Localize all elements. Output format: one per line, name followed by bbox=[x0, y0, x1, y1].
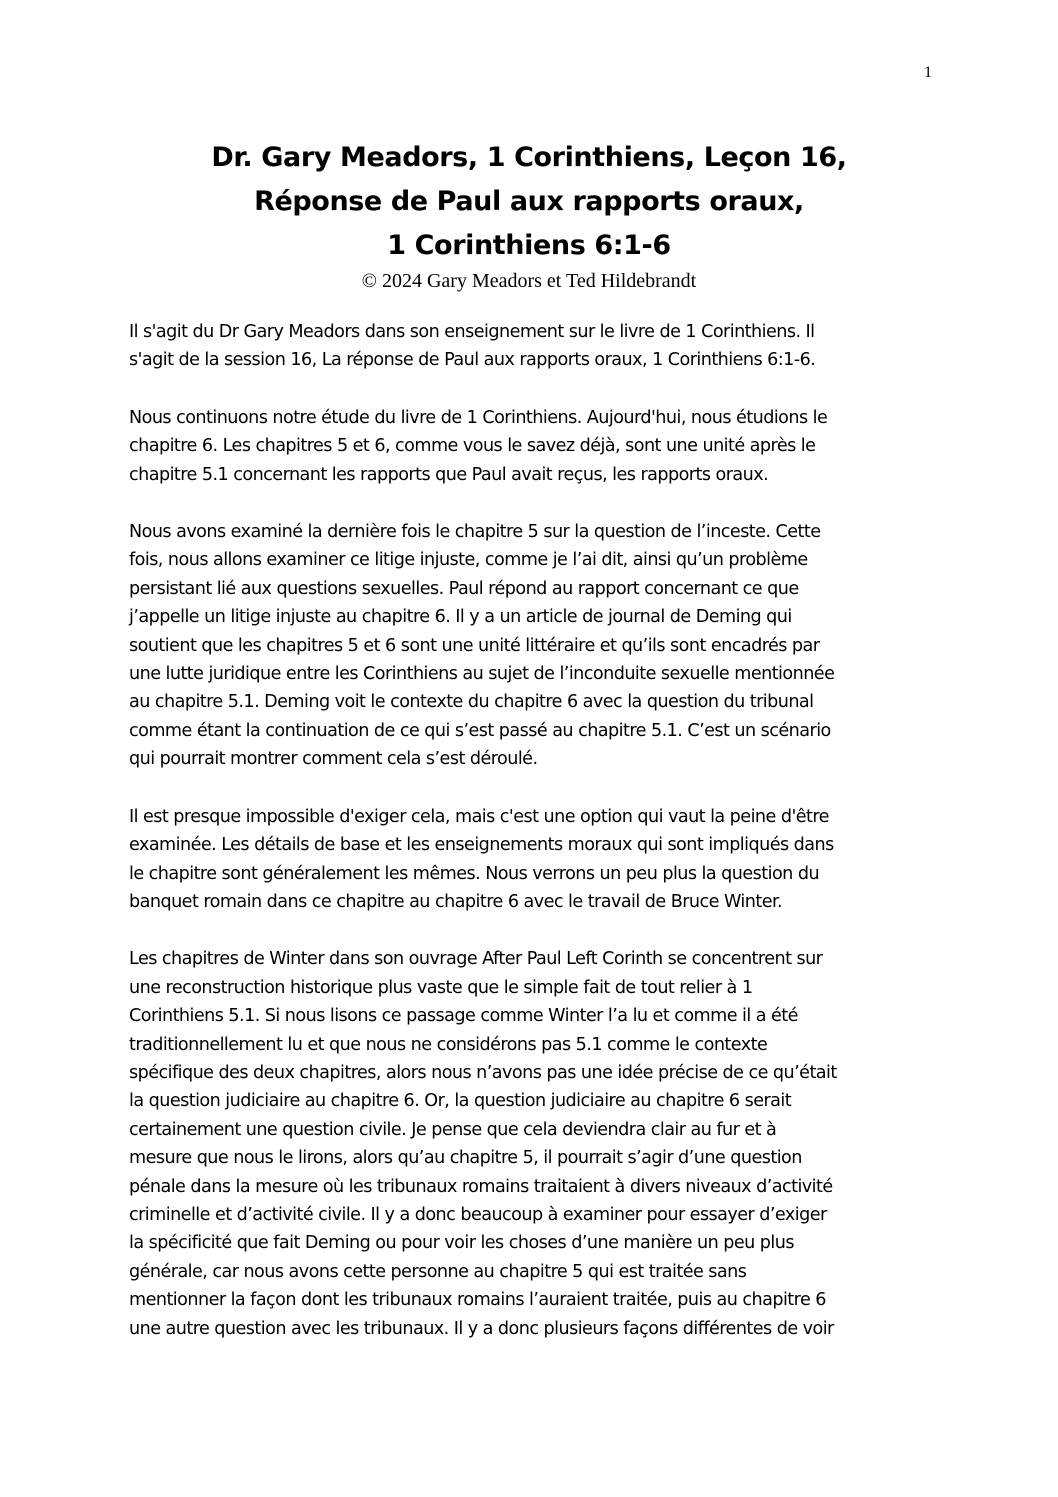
text-line: spécifique des deux chapitres, alors nous n’avons pas une idée précise de ce qu’était bbox=[129, 1062, 837, 1083]
paragraph bbox=[129, 945, 939, 1343]
document-header bbox=[0, 136, 1058, 294]
text-line: qui pourrait montrer comment cela s’est déroulé. bbox=[129, 749, 538, 770]
paragraph bbox=[129, 404, 939, 489]
title-line: 1 Corinthiens 6:1-6 bbox=[387, 230, 671, 261]
text-line: certainement une question civile. Je pense que cela deviendra clair au fur et à bbox=[129, 1119, 777, 1140]
text-line: Nous avons examiné la dernière fois le chapitre 5 sur la question de l’inceste. Cette bbox=[129, 522, 821, 543]
text-line: Il s'agit du Dr Gary Meadors dans son enseignement sur le livre de 1 Corinthiens. Il bbox=[129, 322, 815, 342]
text-line: comme étant la continuation de ce qui s’est passé au chapitre 5.1. C’est un scénario bbox=[129, 720, 831, 741]
text-line: j’appelle un litige injuste au chapitre 6. Il y a un article de journal de Deming qui bbox=[129, 607, 792, 628]
title-line: Réponse de Paul aux rapports oraux, bbox=[254, 186, 804, 217]
text-line: Nous continuons notre étude du livre de 1 Corinthiens. Aujourd'hui, nous étudions le bbox=[129, 407, 828, 428]
text-line: la question judiciaire au chapitre 6. Or, la question judiciaire au chapitre 6 serait bbox=[129, 1091, 792, 1112]
text-line: soutient que les chapitres 5 et 6 sont une unité littéraire et qu’ils sont encadrés par bbox=[129, 635, 820, 656]
text-line: une autre question avec les tribunaux. Il y a donc plusieurs façons différentes de voir bbox=[129, 1318, 834, 1339]
text-line: Il est presque impossible d'exiger cela, mais c'est une option qui vaut la peine d'être bbox=[129, 806, 829, 827]
text-line: pénale dans la mesure où les tribunaux romains traitaient à divers niveaux d’activité bbox=[129, 1176, 833, 1197]
text-line: s'agit de la session 16, La réponse de Paul aux rapports oraux, 1 Corinthiens 6:1-6. bbox=[129, 350, 816, 371]
title-line: Dr. Gary Meadors, 1 Corinthiens, Leçon 16, bbox=[211, 142, 847, 173]
text-line: examinée. Les détails de base et les enseignements moraux qui sont impliqués dans bbox=[129, 835, 834, 856]
paragraph bbox=[129, 518, 939, 774]
text-line: traditionnellement lu et que nous ne considérons pas 5.1 comme le contexte bbox=[129, 1034, 768, 1055]
text-line: chapitre 5.1 concernant les rapports que Paul avait reçus, les rapports oraux. bbox=[129, 464, 769, 485]
text-line: générale, car nous avons cette personne au chapitre 5 qui est traitée sans bbox=[129, 1261, 747, 1282]
text-line: chapitre 6. Les chapitres 5 et 6, comme vous le savez déjà, sont une unité après le bbox=[129, 436, 816, 457]
text-line: criminelle et d’activité civile. Il y a donc beaucoup à examiner pour essayer d’exiger bbox=[129, 1204, 827, 1225]
text-line: une reconstruction historique plus vaste que le simple fait de tout relier à 1 bbox=[129, 977, 753, 998]
text-line: mentionner la façon dont les tribunaux romains l’auraient traitée, puis au chapitre 6 bbox=[129, 1290, 826, 1311]
text-line: au chapitre 5.1. Deming voit le contexte du chapitre 6 avec la question du tribunal bbox=[129, 692, 814, 713]
text-line: Les chapitres de Winter dans son ouvrage After Paul Left Corinth se concentrent sur bbox=[129, 949, 823, 970]
text-line: la spécificité que fait Deming ou pour voir les choses d’une manière un peu plus bbox=[129, 1233, 794, 1254]
text-line: persistant lié aux questions sexuelles. Paul répond au rapport concernant ce que bbox=[129, 578, 799, 599]
paragraph bbox=[129, 803, 939, 917]
text-line: une lutte juridique entre les Corinthiens au sujet de l’inconduite sexuelle mentionnée bbox=[129, 664, 835, 685]
paragraph bbox=[129, 318, 939, 375]
text-line: le chapitre sont généralement les mêmes. Nous verrons un peu plus la question du bbox=[129, 863, 820, 884]
document-body bbox=[129, 318, 939, 1343]
page-number: 1 bbox=[924, 64, 932, 81]
text-line: mesure que nous le lirons, alors qu’au chapitre 5, il pourrait s’agir d’une question bbox=[129, 1148, 802, 1169]
copyright-notice: © 2024 Gary Meadors et Ted Hildebrandt bbox=[361, 270, 697, 292]
text-line: banquet romain dans ce chapitre au chapitre 6 avec le travail de Bruce Winter. bbox=[129, 891, 783, 912]
text-line: fois, nous allons examiner ce litige injuste, comme je l’ai dit, ainsi qu’un problème bbox=[129, 550, 808, 571]
text-line: Corinthiens 5.1. Si nous lisons ce passage comme Winter l’a lu et comme il a été bbox=[129, 1006, 798, 1027]
